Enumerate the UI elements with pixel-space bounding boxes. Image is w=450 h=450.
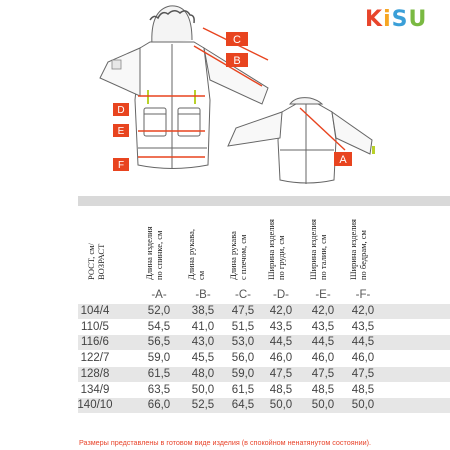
measurement-cell: 47,5 <box>311 367 335 380</box>
measurement-cell: 56,0 <box>231 352 255 365</box>
measurement-cell: 66,0 <box>147 399 171 412</box>
sleeve-patch <box>112 60 121 69</box>
logo-letter-s: S <box>391 7 409 32</box>
header-text: Ширина изделия по бедрам, см <box>348 219 368 280</box>
letter-cell: -E- <box>315 289 331 301</box>
measurement-cell: 51,5 <box>231 320 255 333</box>
measurement-cell: 41,0 <box>191 320 215 333</box>
size-cell: 128/8 <box>80 367 110 380</box>
measurement-cell: 38,5 <box>191 305 215 317</box>
measurement-cell: 46,0 <box>351 352 375 365</box>
measurement-cell: 42,0 <box>311 305 335 317</box>
measurement-cell: 45,5 <box>191 352 215 365</box>
header-text: РОСТ, см/ ВОЗРАСТ <box>86 243 106 280</box>
measurement-cell: 54,5 <box>147 320 171 333</box>
size-cell: 140/10 <box>77 399 113 412</box>
size-cell: 110/5 <box>81 320 109 333</box>
measurement-cell: 64,5 <box>231 399 255 412</box>
table-row <box>78 367 450 382</box>
header-height-age <box>86 210 110 280</box>
marker-e-label: E <box>117 126 125 137</box>
table-row <box>78 398 450 413</box>
measurement-cell: 43,5 <box>311 320 335 333</box>
table-row <box>78 351 450 366</box>
measurement-cell: 48,5 <box>351 383 375 396</box>
logo-letter-i: i <box>383 7 392 32</box>
marker-a-badge <box>334 152 352 166</box>
header-back-length <box>144 210 168 280</box>
measurement-cell: 44,5 <box>351 336 375 349</box>
header-waist-width <box>308 210 332 280</box>
header-sleeve-length <box>186 210 210 280</box>
measurement-cell: 43,0 <box>191 336 215 349</box>
measurement-cell: 44,5 <box>269 336 293 349</box>
measurement-cell: 42,0 <box>351 305 375 317</box>
letter-cell: -A- <box>151 289 167 301</box>
measurement-cell: 53,0 <box>231 336 255 349</box>
measurement-cell: 46,0 <box>269 352 293 365</box>
size-cell: 104/4 <box>80 305 110 317</box>
size-cell: 134/9 <box>80 383 110 396</box>
letter-cell: -C- <box>235 289 251 301</box>
measurement-cell: 42,0 <box>269 305 293 317</box>
letter-cell: -B- <box>195 289 211 301</box>
marker-c-badge <box>226 32 248 46</box>
measurement-cell: 50,0 <box>269 399 293 412</box>
table-row <box>78 383 450 398</box>
table-band-left <box>0 196 78 206</box>
table-band <box>78 196 450 206</box>
measurement-cell: 50,0 <box>191 383 215 396</box>
jacket-back-sketch <box>228 98 372 184</box>
measurement-cell: 47,5 <box>269 367 293 380</box>
letter-cell: -D- <box>273 289 289 301</box>
measurement-cell: 52,5 <box>191 399 215 412</box>
marker-b-badge <box>226 53 248 67</box>
measurement-cell: 48,5 <box>269 383 293 396</box>
header-text: Ширина изделия по груди, см <box>266 219 286 280</box>
marker-f-label: F <box>117 160 125 171</box>
measurement-cell: 50,0 <box>311 399 335 412</box>
measurement-cell: 47,5 <box>351 367 375 380</box>
header-sleeve-shoulder-length <box>228 210 252 280</box>
measurement-cell: 43,5 <box>269 320 293 333</box>
column-letters-row <box>78 288 450 303</box>
header-text: Ширина изделия по талии, см <box>308 219 328 280</box>
table-row <box>78 335 450 350</box>
marker-c-label: C <box>233 34 241 46</box>
measurement-cell: 50,0 <box>351 399 375 412</box>
logo-letter-k: K <box>365 7 384 32</box>
measurement-cell: 43,5 <box>351 320 375 333</box>
measurement-cell: 48,0 <box>191 367 215 380</box>
size-cell: 116/6 <box>81 336 109 349</box>
marker-d-badge <box>113 103 129 116</box>
measurement-cell: 61,5 <box>231 383 255 396</box>
table-row <box>78 304 450 319</box>
measurement-cell: 59,0 <box>147 352 171 365</box>
measurement-cell: 48,5 <box>311 383 335 396</box>
measurement-cell: 61,5 <box>147 367 171 380</box>
measurement-cell: 47,5 <box>231 305 255 317</box>
measurement-cell: 59,0 <box>231 367 255 380</box>
measurement-cell: 56,5 <box>147 336 171 349</box>
measurement-cell: 44,5 <box>311 336 335 349</box>
marker-d-label: D <box>117 105 125 116</box>
header-chest-width <box>266 210 290 280</box>
letter-cell: -F- <box>355 289 371 301</box>
header-text: Длина рукава, см <box>186 229 206 280</box>
marker-b-label: B <box>233 55 241 67</box>
header-text: Длина изделия по спинке, см <box>144 226 164 280</box>
table-row <box>78 320 450 335</box>
measurement-cell: 46,0 <box>311 352 335 365</box>
size-cell: 122/7 <box>80 352 110 365</box>
kisu-logo <box>365 8 445 32</box>
marker-e-badge <box>113 124 129 137</box>
measurement-cell: 63,5 <box>147 383 171 396</box>
logo-letter-u: U <box>408 7 428 32</box>
size-footnote: Размеры представлены в готовом виде изделия (в спокойном ненатянутом состоянии). <box>78 438 372 447</box>
marker-a-label: A <box>339 154 347 166</box>
header-text: Длина рукава с плечом, см <box>228 231 248 280</box>
header-hip-width <box>348 210 372 280</box>
marker-f-badge <box>113 158 129 171</box>
measurement-cell: 52,0 <box>147 305 171 317</box>
